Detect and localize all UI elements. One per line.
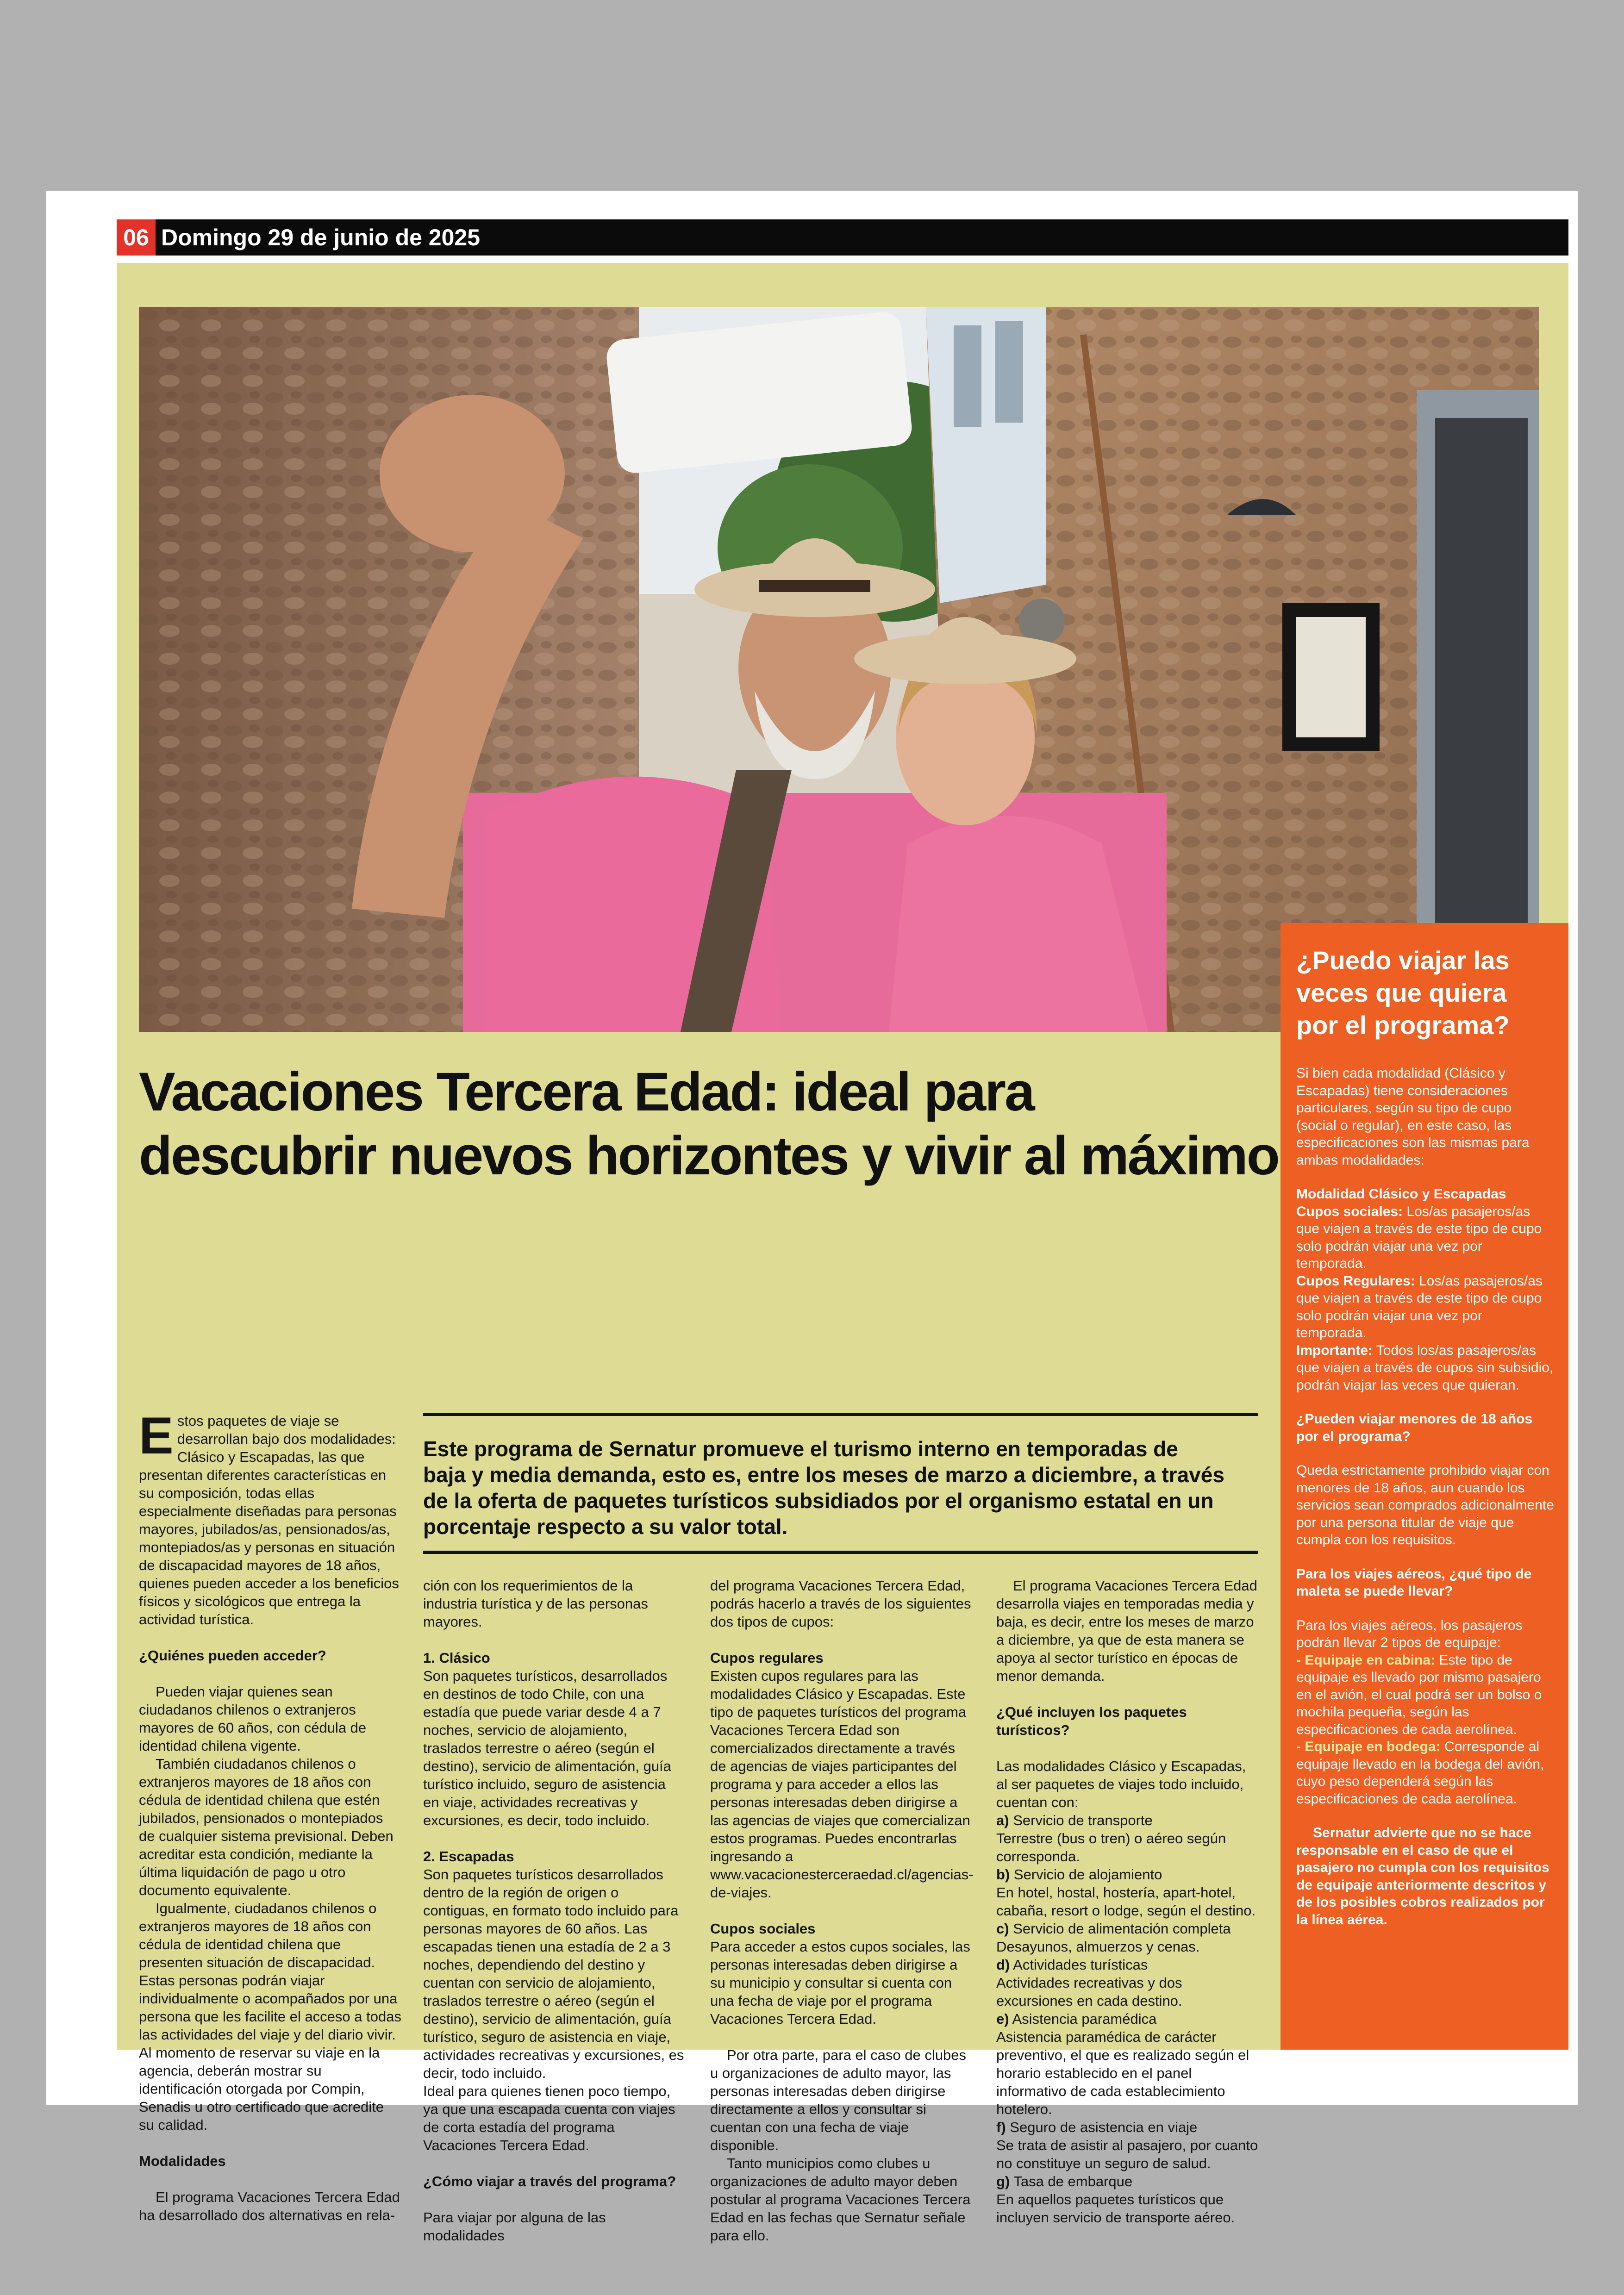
sidebar-answer-minors: Queda estrictamente prohibido viajar con menores de 18 años, aun cuando los servicios sean comprados adicionalmente por una persona titular de viaje que cumpla con los requisitos. xyxy=(1296,1463,1554,1547)
sidebar-cupos-regulares-label: Cupos Regulares: xyxy=(1296,1273,1415,1289)
page-number: 06 xyxy=(117,219,156,256)
col2-heading-escapadas: 2. Escapadas xyxy=(423,1848,514,1865)
list-item-detail: En aquellos paquetes turísticos que incluyen servicio de transporte aéreo. xyxy=(996,2191,1235,2226)
list-key: e) xyxy=(996,2011,1009,2027)
deck-bottom-rule xyxy=(423,1551,1258,1554)
sidebar-faq xyxy=(1280,923,1568,2050)
col1-intro: stos paquetes de viaje se desarrollan bajo dos modalidades: Clásico y Escapadas, las que presentan diferentes características en su composición, todas ellas especialmente diseñadas para personas mayores, jubilados/as, pensionados/as, montepiados/as y personas en situación de discapacidad mayores de 18 años, quienes pueden acceder a los beneficios físicos y sicológicos que entrega la actividad turística. xyxy=(139,1413,399,1628)
list-item-detail: Terrestre (bus o tren) o aéreo según corresponda. xyxy=(996,1830,1226,1865)
list-item-title: Actividades turísticas xyxy=(1013,1957,1148,1973)
article-headline xyxy=(139,1060,1287,1188)
list-key: c) xyxy=(996,1921,1009,1937)
sidebar-importante-label: Importante: xyxy=(1296,1342,1373,1358)
col3-paragraph: Existen cupos regulares para las modalidades Clásico y Escapadas. Este tipo de paquetes turísticos del programa Vacaciones Tercera Edad son comercializados directamente a través de agencias de viajes participantes del programa y para acceder a ellos las personas interesadas deben dirigirse a las agencias de viajes que comercializan estos programas. Puedes encontrarlas ingresando a www.vacacionesterceraedad.cl/agencias-de-viajes. xyxy=(710,1668,974,1901)
col3-heading-sociales: Cupos sociales xyxy=(710,1921,816,1937)
col1-paragraph: Pueden viajar quienes sean ciudadanos chilenos o extranjeros mayores de 60 años, con cédula de identidad chilena vigente. xyxy=(139,1684,367,1754)
article-deck xyxy=(423,1436,1256,1540)
list-item-title: Servicio de transporte xyxy=(1013,1812,1153,1828)
sidebar-importante-text: Todos los/as pasajeros/as que viajen a través de cupos sin subsidio, podrán viajar las veces que quieran. xyxy=(1296,1342,1554,1393)
deck-line: porcentaje respecto a su valor total. xyxy=(423,1515,788,1539)
sidebar-cabin-label: - Equipaje en cabina: xyxy=(1296,1652,1436,1668)
sidebar-cabin-text: Este tipo de equipaje es llevado por mismo pasajero en el avión, el cual podrá ser un bolso o mochila pequeña, según las especificaciones de cada aerolínea. xyxy=(1296,1652,1542,1737)
col3-paragraph: Tanto municipios como clubes u organizaciones de adulto mayor deben postular al programa Vacaciones Tercera Edad en las fechas que Sernatur señale para ello. xyxy=(710,2155,971,2244)
col3-paragraph: Para acceder a estos cupos sociales, las personas interesadas deben dirigirse a su municipio y consultar si cuenta con una fecha de viaje por el programa Vacaciones Tercera Edad. xyxy=(710,1939,970,2027)
sidebar-answer-luggage: Para los viajes aéreos, los pasajeros podrán llevar 2 tipos de equipaje: xyxy=(1296,1617,1523,1650)
sidebar-modality-title: Modalidad Clásico y Escapadas xyxy=(1296,1186,1506,1202)
sidebar-cupos-sociales-label: Cupos sociales: xyxy=(1296,1204,1403,1219)
col1-paragraph: También ciudadanos chilenos o extranjeros mayores de 18 años con cédula de identidad chilena que estén jubilados, pensionados o montepiados de cualquier sistema previsional. Deben acreditar esta condición, mediante la última liquidación de pago u otro documento equivalente. xyxy=(139,1756,394,1898)
col1-paragraph: Igualmente, ciudadanos chilenos o extranjeros mayores de 18 años con cédula de identidad chilena que presenten situación de discapacidad. Estas personas podrán viajar individualmente o acompañados por una persona que les facilite el acceso a todas las actividades del viaje y del diario vivir. Al momento de reservar su viaje en la agencia, deberán mostrar su identificación otorgada por Compin, Senadis u otro certificado que acredite su calidad. xyxy=(139,1900,401,2133)
newspaper-page xyxy=(46,191,1578,2244)
col2-paragraph: Ideal para quienes tienen poco tiempo, ya que una escapada cuenta con viajes de corta estadía del programa Vacaciones Tercera Edad. xyxy=(423,2083,675,2153)
issue-date: Domingo 29 de junio de 2025 xyxy=(161,225,481,250)
deck-line: Este programa de Sernatur promueve el turismo interno en temporadas de xyxy=(423,1437,1178,1461)
sidebar-cupos-sociales-text: Los/as pasajeros/as que viajen a través de este tipo de cupo solo podrán viajar una vez por temporada. xyxy=(1296,1204,1542,1271)
col3-paragraph: del programa Vacaciones Tercera Edad, podrás hacerlo a través de los siguientes dos tipos de cupos: xyxy=(710,1578,971,1630)
col3-heading-regulares: Cupos regulares xyxy=(710,1650,824,1666)
sidebar-closing: Sernatur advierte que no se hace responsable en el caso de que el pasajero no cumpla con los requisitos de equipaje anteriormente descritos y de los posibles cobros realizados por la línea aérea. xyxy=(1296,1825,1549,1927)
sidebar-body xyxy=(1296,1065,1555,1928)
col1-heading-modalidades: Modalidades xyxy=(139,2153,226,2169)
list-key: d) xyxy=(996,1957,1010,1973)
list-item-detail: Se trata de asistir al pasajero, por cuanto no constituye un seguro de salud. xyxy=(996,2137,1258,2171)
col1-paragraph: El programa Vacaciones Tercera Edad ha desarrollado dos alternativas en rela- xyxy=(139,2189,400,2223)
col2-heading-how: ¿Cómo viajar a través del programa? xyxy=(423,2173,676,2189)
col2-paragraph: Para viajar por alguna de las modalidades xyxy=(423,2209,606,2244)
deck-line: de la oferta de paquetes turísticos subsidiados por el organismo estatal en un xyxy=(423,1489,1214,1513)
sidebar-title: ¿Puedo viajar las veces que quiera por el programa? xyxy=(1296,946,1510,1040)
list-item-title: Tasa de embarque xyxy=(1013,2173,1133,2189)
col2-paragraph: Son paquetes turísticos, desarrollados en destinos de todo Chile, con una estadía que puede variar desde 4 a 7 noches, servicio de alojamiento, traslados terrestre o aéreo (según el destino), servicio de alimentación, guía turístico incluido, seguro de asistencia en viaje, actividades recreativas y excursiones, es decir, todo incluido. xyxy=(423,1668,671,1828)
sidebar-hold-label: - Equipaje en bodega: xyxy=(1296,1739,1441,1754)
drop-cap: E xyxy=(139,1407,174,1465)
sidebar-cupos-regulares-text: Los/as pasajeros/as que viajen a través de este tipo de cupo solo podrán viajar una vez por temporada. xyxy=(1296,1273,1543,1341)
list-item-title: Asistencia paramédica xyxy=(1012,2011,1157,2027)
col3-paragraph: Por otra parte, para el caso de clubes u organizaciones de adulto mayor, las personas interesadas deben dirigirse directamente a ellos y consultar si cuentan con una fecha de viaje disponible. xyxy=(710,2047,966,2153)
list-key: g) xyxy=(996,2173,1010,2189)
headline-line-1: Vacaciones Tercera Edad: ideal para xyxy=(139,1061,1034,1123)
list-item-title: Seguro de asistencia en viaje xyxy=(1010,2119,1198,2135)
sidebar-hold-text: Corresponde al equipaje llevado en la bodega del avión, cuyo peso dependerá según las especificaciones de cada aerolínea. xyxy=(1296,1739,1544,1807)
col4-paragraph: Las modalidades Clásico y Escapadas, al ser paquetes de viajes todo incluido, cuentan con: xyxy=(996,1758,1246,1810)
col4-heading-includes: ¿Qué incluyen los paquetes turísticos? xyxy=(996,1704,1187,1738)
list-key: a) xyxy=(996,1812,1009,1828)
article-column-1 xyxy=(139,1407,402,2224)
list-item-detail: Desayunos, almuerzos y cenas. xyxy=(996,1939,1200,1955)
col2-paragraph: Son paquetes turísticos desarrollados dentro de la región de origen o contiguas, en formato todo incluido para personas mayores de 60 años. Las escapadas tienen una estadía de 2 a 3 noches, dependiendo del destino y cuentan con servicio de alojamiento, traslados terrestre o aéreo (según el destino), servicio de alimentación, guía turístico, seguro de asistencia en viaje, actividades recreativas y excursiones, es decir, todo incluido. xyxy=(423,1866,684,2081)
list-key: f) xyxy=(996,2119,1006,2135)
col1-heading-who: ¿Quiénes pueden acceder? xyxy=(139,1647,326,1664)
col2-paragraph: ción con los requerimientos de la industria turística y de las personas mayores. xyxy=(423,1578,648,1630)
list-item-title: Servicio de alojamiento xyxy=(1013,1866,1162,1883)
list-item-detail: Actividades recreativas y dos excursiones en cada destino. xyxy=(996,1975,1182,2009)
deck-line: baja y media demanda, esto es, entre los meses de marzo a diciembre, a través xyxy=(423,1463,1224,1487)
article-column-3 xyxy=(710,1577,972,2245)
headline-line-2: descubrir nuevos horizontes y vivir al máximo xyxy=(139,1125,1279,1186)
list-key: b) xyxy=(996,1866,1010,1883)
page-header-bar xyxy=(117,219,1568,256)
article-column-2 xyxy=(423,1577,685,2245)
list-item-detail: Asistencia paramédica de carácter preventivo, el que es realizado según el horario establecido en el panel informativo de cada establecimiento hotelero. xyxy=(996,2029,1249,2117)
col4-paragraph: El programa Vacaciones Tercera Edad desarrolla viajes en temporadas media y baja, es decir, entre los meses de marzo a diciembre, ya que de esta manera se apoya al sector turístico en épocas de menor demanda. xyxy=(996,1578,1257,1684)
list-item-title: Servicio de alimentación completa xyxy=(1013,1921,1231,1937)
article-column-4 xyxy=(996,1577,1260,2226)
sidebar-question-luggage: Para los viajes aéreos, ¿qué tipo de maleta se puede llevar? xyxy=(1296,1566,1532,1599)
list-item-detail: En hotel, hostal, hostería, apart-hotel, cabaña, resort o lodge, según el destino. xyxy=(996,1884,1256,1919)
deck-top-rule xyxy=(423,1413,1258,1416)
sidebar-intro: Si bien cada modalidad (Clásico y Escapadas) tiene consideraciones particulares, según su tipo de cupo (social o regular), en este caso, las especificaciones son las mismas para ambas modalidades: xyxy=(1296,1066,1530,1168)
sidebar-question-minors: ¿Pueden viajar menores de 18 años por el programa? xyxy=(1296,1411,1533,1444)
col2-heading-clasico: 1. Clásico xyxy=(423,1650,490,1666)
